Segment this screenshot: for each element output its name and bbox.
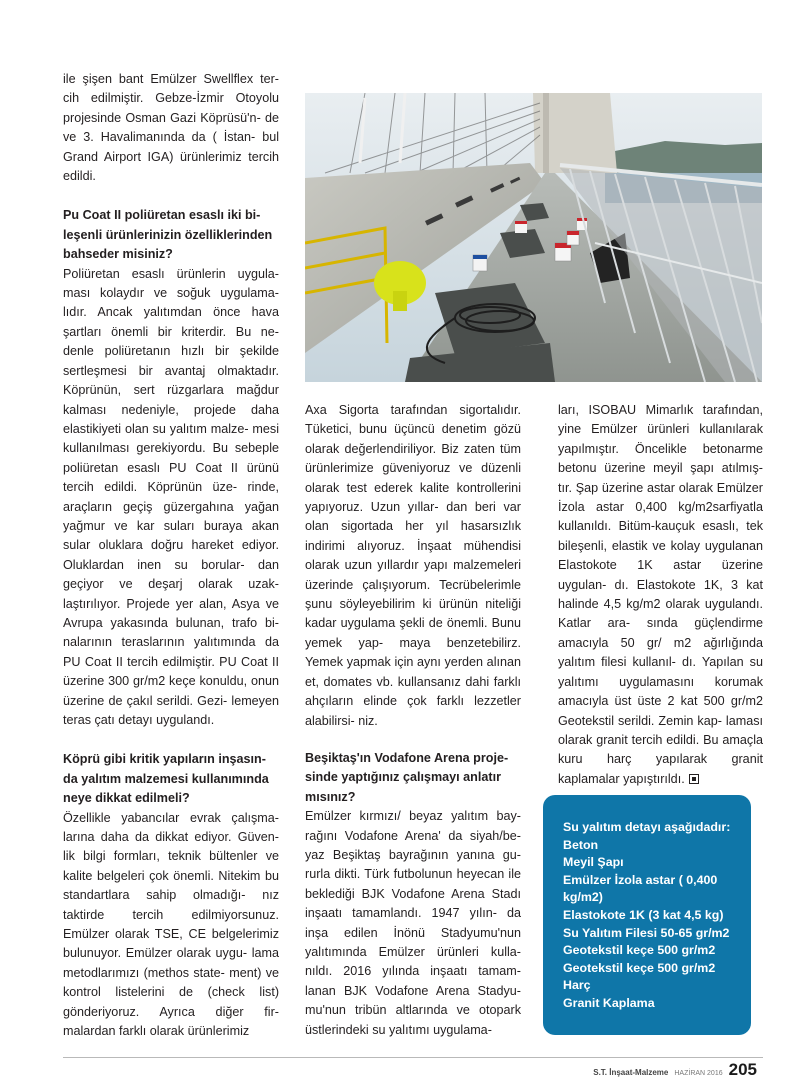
list-item: Meyil Şapı xyxy=(563,855,624,870)
question-heading-3: Beşiktaş'ın Vodafone Arena proje- sinde yaptığınız çalışmayı anlatır mısınız? xyxy=(305,750,509,804)
waterproofing-detail-box xyxy=(543,795,751,1035)
list-item: Harç xyxy=(563,978,591,993)
page-number: 205 xyxy=(728,1060,757,1079)
list-item: Geotekstil keçe 500 gr/m2 xyxy=(563,943,716,958)
info-box-title: Su yalıtım detayı aşağıdadır: xyxy=(563,820,731,834)
list-item: Su Yalıtım Filesi 50-65 gr/m2 xyxy=(563,925,730,940)
list-item: Granit Kaplama xyxy=(563,995,655,1010)
list-item: Elastokote 1K (3 kat 4,5 kg) xyxy=(563,907,724,922)
list-item: Beton xyxy=(563,837,599,852)
page-footer xyxy=(593,1060,757,1080)
article-column-2 xyxy=(305,401,521,1040)
answer-paragraph-3-continued: ları, ISOBAU Mimarlık tarafından, yine Emülzer ürünleri kullanılarak yapılmıştır. Öncelikle betonarme betonu üzerine meyil şapı atılmış- tır. Şap üzerine astar olarak Emülzer İzola astar 0,400 kg/m2sarfiyatla kullanıldı. Bitüm-kauçuk esaslı, tek bileşenli, elastik ve kolay uygulanan Elastokote 1K astar üzerine uygulan- dı. Elastokote 1K, 3 kat halinde 4,5 kg/m2 olarak uygulandı. Katlar ara- sında güçlendirme amacıyla 50 gr/ m2 ağırlığında yalıtım filesi kullanıl- dı. Yapılan su yalıtımı uygulamasını korumak amacıyla üst üste 2 kat 500 gr/m2 Geotekstil serildi. Zemin kap- laması olarak granit tercih edildi. Bu amaçla kuru harç yapılarak granit kaplamalar yapıştırıldı. xyxy=(558,403,764,786)
answer-paragraph-2-continued: Axa Sigorta tarafından sigortalıdır. Tüketici, bunu üçüncü denetim gözü olarak değerlendiriliyor. Biz zaten tüm ürünlerimize güveniyoruz ve düzenli olarak test ederek kalite kontrollerini yapıyoruz. Uzun yıllar- dan beri var olan sigortada her yıl hasarsızlık indirimi alıyoruz. İnşaat mühendisi olarak uzun yıllardır yapı malzemeleri üzerinde çalışıyorum. Tecrübelerimle şunu söyleyebilirim ki ürünün niteliği kadar uygulama şekli de önemli. Bunu yemek yap- maya benzetebilirz. Yemek yapmak için aynı yerden alınan et, domates vb. kullansanız dahi farklı ahçıların elinde çok farklı lezzetler alabilirsi- niz. xyxy=(305,403,522,728)
issue-date: HAZİRAN 2016 xyxy=(674,1070,723,1077)
question-heading-2: Köprü gibi kritik yapıların inşasın- da yalıtım malzemesi kullanımında neye dikkat edilmeli? xyxy=(63,752,269,806)
answer-paragraph-1: Poliüretan esaslı ürünlerin uygula- ması kolaydır ve soğuk uygulama- lıdır. Ancak yalıtımdan önce hava şartları önemli bir kriterdir. Bu ne- denle poliüretanın hızlı bir şekilde sertleşmesi bir avantaj olmaktadır. Köprünün, sert rüzgarlara mağdur kalması nedeniyle, projede daha elastikiyeti olan su yalıtım malze- mesi kullanılması gerekiyordu. Bu sebeple poliüretan esaslı PU Coat II ürünü tercih edildi. Köprünün üze- rinde, araçların geçiş güzergahına yağan yağmur ve kar suları buraya akan sular oluklara doğru hareket ediyor. Oluklardan inen su borular- dan geçiyor ve deşarj olarak uzak- laştırılıyor. Projede yer alan, Asya ve Avrupa yakasında bulunan, trafo bi- nalarının teraslarının yalıtımında da PU Coat II tercih edilmiştir. PU Coat II üzerine 300 gr/m2 keçe konuldu, onun üzerine de çakıl serildi. Gezi- lemeyen teras çatı detayı uygulandı. xyxy=(63,266,280,727)
footer-divider xyxy=(63,1057,763,1058)
answer-paragraph-2: Özellikle yabancılar evrak çalışma- larına daha da dikkat ediyor. Güven- lik bilgi formları, teknik bültenler ve kalite belgeleri çok önemli. Nitekim bu standartlara sahip olmadığı- nız taktirde tercih edilmiyorsunuz. Emülzer olarak TSE, CE belgelerimiz bulunuyor. Emülzer olarak uygu- lama metodlarımızı (methos state- ment) ve kontrol listelerini de (check list) gönderiyoruz. Ayrıca diğer fir- malardan farklı olarak ürünlerimiz xyxy=(63,810,280,1039)
article-column-1 xyxy=(63,70,279,1042)
article-column-3 xyxy=(558,401,763,789)
question-heading-1: Pu Coat II poliüretan esaslı iki bi- leşenli ürünlerinizin özelliklerinden bahseder misiniz? xyxy=(63,208,273,262)
list-item: Geotekstil keçe 500 gr/m2 xyxy=(563,960,716,975)
article-end-icon xyxy=(689,774,699,784)
bridge-deck-photo-icon xyxy=(305,93,762,382)
list-item: Emülzer İzola astar ( 0,400 kg/m2) xyxy=(563,872,718,905)
bridge-deck-photo xyxy=(305,93,762,382)
intro-paragraph: ile şişen bant Emülzer Swellflex ter- cih edilmiştir. Gebze-İzmir Otoyolu projesinde Osman Gazi Köprüsü'n- de ve 3. Havalimanında da ( İstan- bul Grand Airport IGA) ürünlerimiz tercih edildi. xyxy=(63,72,280,184)
answer-paragraph-3: Emülzer kırmızı/ beyaz yalıtım bay- rağını Vodafone Arena' da siyah/be- yaz Beşiktaş bayrağının yanına gu- rurla dikti. Türk futbolunun heyecan ile beklediği BJK Vodafone Arena Stadı inşaatı tamamlandı. 1947 yılın- da inşa edilen İnönü Stadyumu'nun yalıtımında Emülzer ürünleri kulla- nıldı. 2016 yılında inşaatı tamam- lanan BJK Vodafone Arena Stadyu- mu'nun tribün altlarında ve otopark üstlerindeki su yalıtımı uygulama- xyxy=(305,809,522,1037)
magazine-name: S.T. İnşaat-Malzeme xyxy=(593,1068,669,1077)
layer-list xyxy=(563,837,741,1013)
